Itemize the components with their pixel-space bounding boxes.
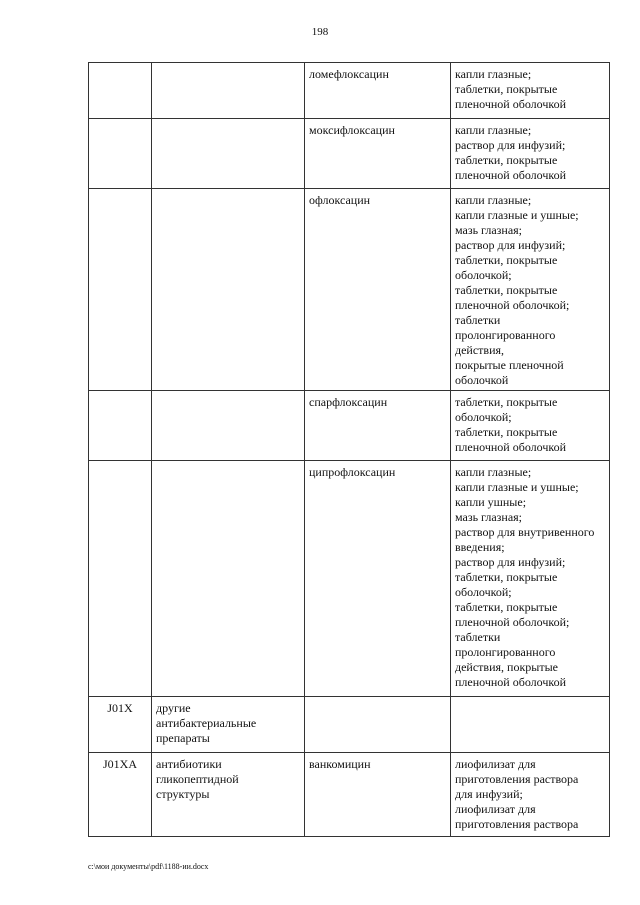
anatomical-group-cell <box>152 391 305 461</box>
group-line: структуры <box>156 787 210 801</box>
dosage-form-line: таблетки, покрытые <box>455 82 558 96</box>
page-number: 198 <box>311 26 329 38</box>
dosage-form-line: действия, покрытые <box>455 660 558 674</box>
dosage-form-line: таблетки, покрытые <box>455 153 558 167</box>
dosage-form-line: мазь глазная; <box>455 510 523 524</box>
dosage-form-line: таблетки, покрытые <box>455 395 558 409</box>
dosage-form-line: пролонгированного <box>455 645 556 659</box>
dosage-form-line: таблетки, покрытые <box>455 425 558 439</box>
dosage-form-line: действия, <box>455 343 505 357</box>
anatomical-group-cell <box>152 189 305 391</box>
dosage-form-line: раствор для внутривенного <box>455 525 595 539</box>
table-row <box>89 189 610 391</box>
dosage-form-line: оболочкой <box>455 373 509 387</box>
dosage-form-cell <box>451 119 610 189</box>
group-line: антибиотики <box>156 757 222 771</box>
dosage-form-line: таблетки <box>455 630 501 644</box>
table-row <box>89 753 610 837</box>
drug-name-cell: ванкомицин <box>305 753 451 837</box>
dosage-form-line: пролонгированного <box>455 328 556 342</box>
dosage-form-line: капли ушные; <box>455 495 527 509</box>
dosage-form-line: таблетки, покрытые <box>455 570 558 584</box>
dosage-form-cell <box>451 189 610 391</box>
table-body <box>89 63 610 837</box>
dosage-form-line: пленочной оболочкой <box>455 440 567 454</box>
dosage-form-line: пленочной оболочкой <box>455 675 567 689</box>
anatomical-group-cell <box>152 753 305 837</box>
table-row <box>89 697 610 753</box>
anatomical-group-cell <box>152 461 305 697</box>
atc-code-cell <box>89 63 152 119</box>
anatomical-group-cell <box>152 63 305 119</box>
atc-code-cell: J01X <box>89 697 152 753</box>
dosage-form-cell <box>451 391 610 461</box>
dosage-form-line: таблетки, покрытые <box>455 253 558 267</box>
drug-name-cell: ципрофлоксацин <box>305 461 451 697</box>
dosage-form-line: раствор для инфузий; <box>455 138 566 152</box>
dosage-form-line: оболочкой; <box>455 410 512 424</box>
dosage-form-line: капли глазные и ушные; <box>455 480 579 494</box>
dosage-form-line: раствор для инфузий; <box>455 555 566 569</box>
dosage-form-line: оболочкой; <box>455 585 512 599</box>
atc-code-cell: J01XA <box>89 753 152 837</box>
table-row <box>89 63 610 119</box>
dosage-form-line: лиофилизат для <box>455 802 536 816</box>
dosage-form-line: капли глазные и ушные; <box>455 208 579 222</box>
drug-name-cell: моксифлоксацин <box>305 119 451 189</box>
atc-code-cell <box>89 391 152 461</box>
dosage-form-line: введения; <box>455 540 505 554</box>
dosage-form-line: приготовления раствора <box>455 817 579 831</box>
group-line: антибактериальные <box>156 716 257 730</box>
dosage-form-cell <box>451 461 610 697</box>
dosage-form-line: пленочной оболочкой <box>455 168 567 182</box>
dosage-form-line: таблетки, покрытые <box>455 600 558 614</box>
dosage-form-line: пленочной оболочкой; <box>455 615 570 629</box>
dosage-form-cell <box>451 753 610 837</box>
dosage-form-line: покрытые пленочной <box>455 358 564 372</box>
anatomical-group-cell <box>152 119 305 189</box>
drug-name-cell: офлоксацин <box>305 189 451 391</box>
dosage-form-line: капли глазные; <box>455 193 532 207</box>
drug-name-cell: спарфлоксацин <box>305 391 451 461</box>
dosage-form-line: оболочкой; <box>455 268 512 282</box>
atc-code-cell <box>89 119 152 189</box>
dosage-form-line: лиофилизат для <box>455 757 536 771</box>
drug-table <box>88 62 610 837</box>
dosage-form-line: пленочной оболочкой; <box>455 298 570 312</box>
dosage-form-cell <box>451 697 610 753</box>
footer-path: c:\мои документы\pdf\1188-ии.docx <box>88 862 209 871</box>
drug-name-cell: ломефлоксацин <box>305 63 451 119</box>
drug-name-cell <box>305 697 451 753</box>
table-row <box>89 461 610 697</box>
dosage-form-line: таблетки, покрытые <box>455 283 558 297</box>
dosage-form-line: капли глазные; <box>455 465 532 479</box>
dosage-form-line: таблетки <box>455 313 501 327</box>
group-line: препараты <box>156 731 210 745</box>
dosage-form-line: раствор для инфузий; <box>455 238 566 252</box>
group-line: другие <box>156 701 191 715</box>
dosage-form-line: для инфузий; <box>455 787 523 801</box>
group-line: гликопептидной <box>156 772 239 786</box>
dosage-form-line: мазь глазная; <box>455 223 523 237</box>
dosage-form-line: капли глазные; <box>455 67 532 81</box>
dosage-form-cell <box>451 63 610 119</box>
dosage-form-line: пленочной оболочкой <box>455 97 567 111</box>
table-row <box>89 119 610 189</box>
dosage-form-line: приготовления раствора <box>455 772 579 786</box>
atc-code-cell <box>89 189 152 391</box>
dosage-form-line: капли глазные; <box>455 123 532 137</box>
anatomical-group-cell <box>152 697 305 753</box>
atc-code-cell <box>89 461 152 697</box>
table-row <box>89 391 610 461</box>
